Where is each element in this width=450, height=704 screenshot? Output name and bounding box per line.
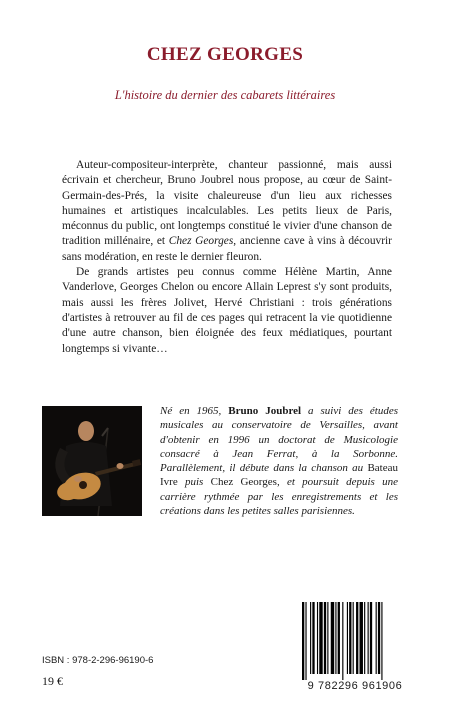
blurb-p1-text-a: Auteur-compositeur-interprète, chanteur passionné, mais aussi écrivain et chercheur, Bruno Joubrel nous propose, au cœur de Saint-Germain-des-Prés, la visite chaleureuse d'un lieu aux richesses humaines et artistiques incalculables. Les petits lieux de Paris, méconnus du public, ont longtemps constitué le vivier d'une chanson de tradition millénaire, et xyxy=(62,159,392,248)
blurb-p1-italic: Chez Georges xyxy=(168,235,234,248)
blurb-paragraph-2: De grands artistes peu connus comme Hélène Martin, Anne Vanderlove, Georges Chelon ou encore Allain Leprest s'y sont produits, mais aussi les frères Jolivet, Hervé Christiani : trois générations d'artistes à retrouver au fil de ces pages qui retracent la vie quotidienne d'une autre chanson, bien éloignée des feux médiatiques, pourtant longtemps si vivante… xyxy=(62,266,392,355)
barcode-bar xyxy=(305,602,306,680)
barcode-bar xyxy=(338,602,340,674)
book-title: CHEZ GEORGES xyxy=(146,44,304,65)
barcode-bar xyxy=(376,602,377,674)
blurb-paragraph-1 xyxy=(62,158,392,265)
bio-text-3: puis xyxy=(177,476,211,489)
barcode-digits: 9 782296 961906 xyxy=(307,680,403,692)
book-subtitle: L'histoire du dernier des cabarets littéraires xyxy=(114,88,336,102)
barcode-bars xyxy=(296,600,414,680)
barcode-bar xyxy=(347,602,348,674)
blurb-p1-text-b: , ancienne cave à vins à découvrir sans modération, en reste le dernier fleuron. xyxy=(62,235,392,263)
barcode-bar xyxy=(368,602,369,674)
back-cover-blurb xyxy=(62,158,392,357)
bio-venue-2: Chez Georges xyxy=(210,476,277,489)
author-guitar-photo xyxy=(42,406,142,516)
author-name: Bruno Joubrel xyxy=(228,405,302,417)
barcode-bar xyxy=(317,602,318,674)
bio-text-4: , et poursuit depuis une carrière rythmée par les enregistrements et les créations dans les petites salles parisiennes. xyxy=(160,476,398,518)
bio-text-2: a suivi des études musicales au conservatoire de Versailles, avant d'obtenir en 1996 un doctorat de Musicologie consacré à Jean Ferrat, à la Sorbonne. Parallèlement, il débute dans la chanson au xyxy=(160,405,399,475)
barcode-bar xyxy=(327,602,328,674)
barcode-bar xyxy=(324,602,326,674)
barcode-bar xyxy=(312,602,314,674)
author-photo-illustration xyxy=(42,406,142,516)
barcode-bar xyxy=(364,602,365,674)
barcode-bar xyxy=(335,602,336,674)
barcode-bar xyxy=(370,602,372,674)
barcode-bar xyxy=(342,602,343,680)
barcode-bar xyxy=(353,602,354,674)
barcode-bar xyxy=(356,602,358,674)
barcode-bar xyxy=(331,602,334,674)
barcode-bar xyxy=(302,602,304,680)
barcode-bar xyxy=(310,602,311,674)
barcode-bar xyxy=(378,602,380,674)
barcode-bar xyxy=(349,602,351,674)
author-bio xyxy=(160,404,398,518)
bio-venue-1: Bateau Ivre xyxy=(160,462,398,489)
price-label: 19 € xyxy=(42,674,63,688)
barcode-bar xyxy=(319,602,322,674)
bio-text-1: Né en 1965, xyxy=(160,405,229,417)
barcode-bar xyxy=(381,602,382,680)
barcode-bar xyxy=(360,602,363,674)
isbn-label: ISBN : 978-2-296-96190-6 xyxy=(42,655,154,666)
